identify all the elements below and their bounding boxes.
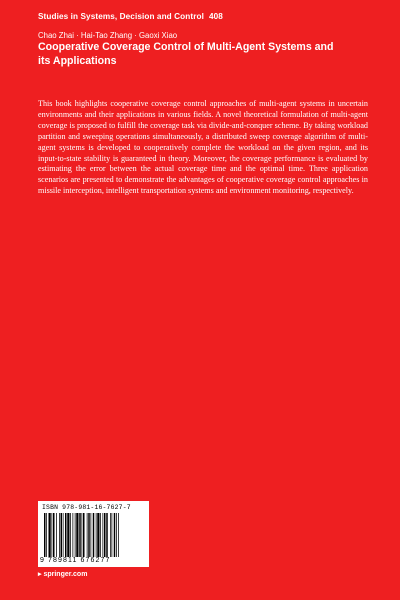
series-number: 408 — [208, 12, 223, 21]
arrow-icon: ▸ — [38, 571, 44, 578]
barcode-icon — [44, 513, 143, 557]
series-name: Studies in Systems, Decision and Control — [38, 12, 204, 21]
series-line — [38, 12, 380, 21]
publisher-url[interactable] — [38, 570, 87, 578]
book-description: This book highlights cooperative coverage control approaches of multi-agent systems in uncertain environments and their applications in various fields. A novel theoretical formulation of multi-agent coverage is proposed to fulfill the coverage task via divide-and-conquer scheme. By taking workload partition and sweeping operations simultaneously, a distributed sweep coverage algorithm of multi-agent systems is developed to cooperatively complete the workload on the given region, and its input-to-state stability is guaranteed in theory. Moreover, the coverage performance is evaluated by estimating the error between the actual coverage time and the optimal time. Three application scenarios are presented to demonstrate the advantages of cooperative coverage control approaches in missile interception, intelligent transportation systems and environment monitoring, respectively. — [38, 99, 368, 196]
authors: Chao Zhai · Hai-Tao Zhang · Gaoxi Xiao — [38, 31, 178, 40]
barcode-box — [38, 501, 149, 567]
barcode-digits: 9 789811 676277 — [40, 557, 111, 564]
book-title: Cooperative Coverage Control of Multi-Agent Systems and its Applications — [38, 41, 334, 67]
publisher-label: springer.com — [43, 571, 88, 578]
header — [38, 12, 380, 69]
isbn-label: ISBN 978-981-16-7627-7 — [42, 504, 131, 511]
